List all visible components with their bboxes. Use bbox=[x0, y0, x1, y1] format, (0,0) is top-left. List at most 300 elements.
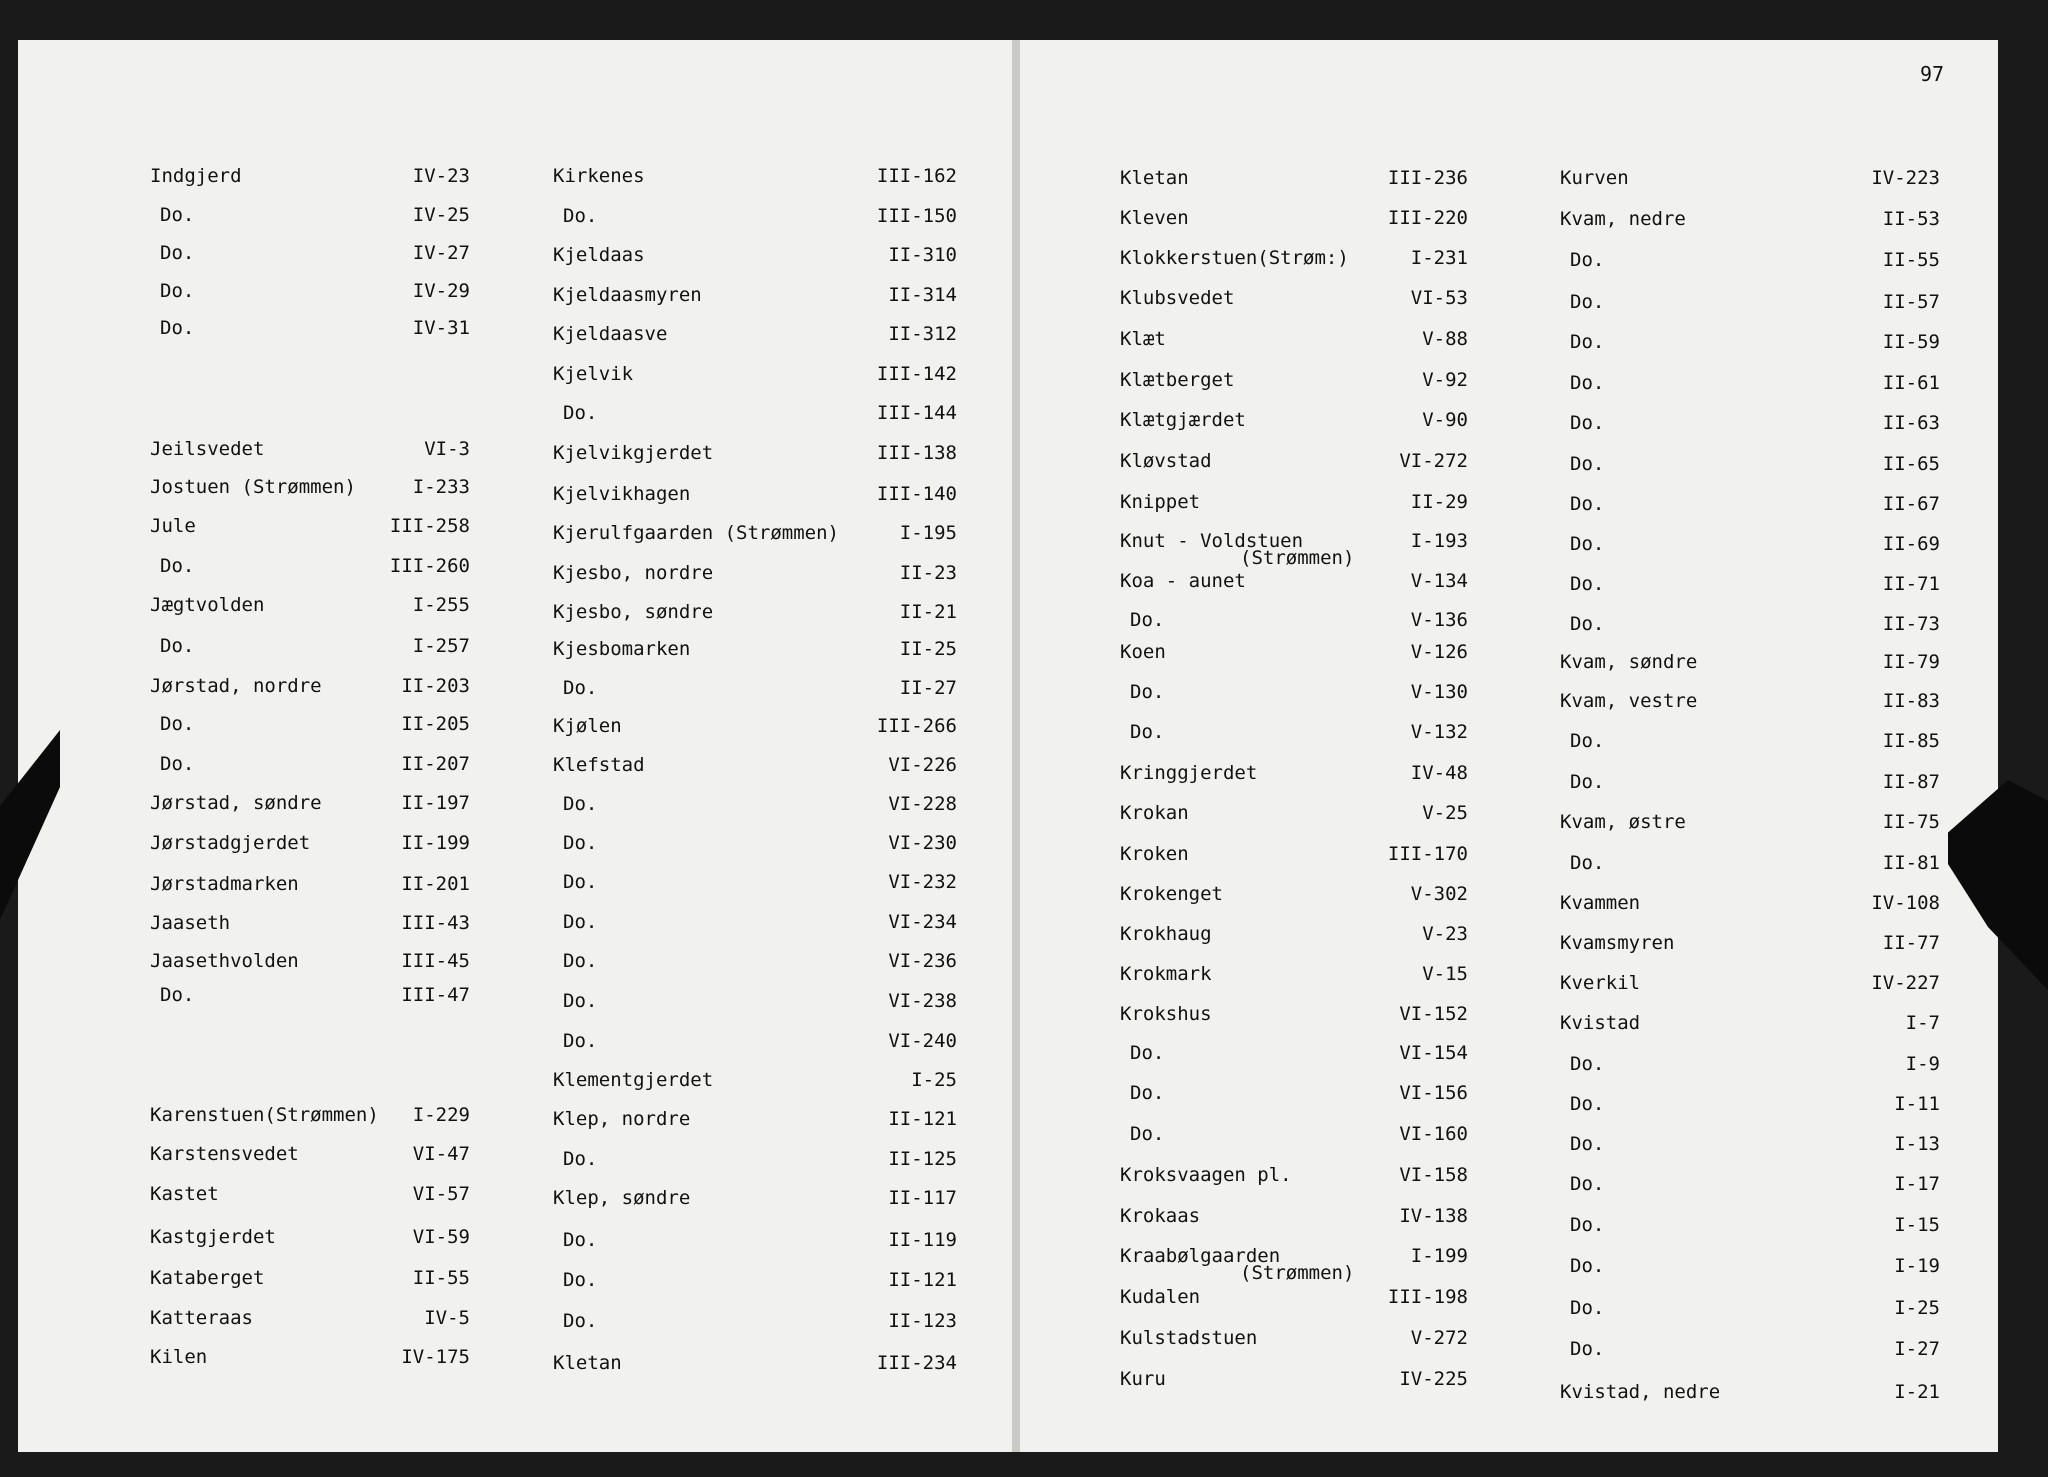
place-name: Kroken bbox=[1120, 843, 1189, 865]
place-name: Do. bbox=[563, 1148, 598, 1170]
volume-page-ref: III-266 bbox=[876, 715, 957, 737]
place-name: Do. bbox=[1570, 1133, 1605, 1155]
place-name: Kilen bbox=[150, 1346, 208, 1368]
place-name: Kletan bbox=[553, 1352, 622, 1374]
volume-page-ref: II-75 bbox=[1882, 811, 1940, 833]
place-name: Do. bbox=[563, 1269, 598, 1291]
place-name: Do. bbox=[160, 280, 195, 302]
volume-page-ref: IV-138 bbox=[1399, 1205, 1468, 1227]
index-entry bbox=[1120, 328, 1468, 358]
volume-page-ref: IV-223 bbox=[1871, 167, 1940, 189]
place-name: Do. bbox=[160, 635, 195, 657]
index-entry bbox=[1560, 811, 1940, 841]
index-entry bbox=[1120, 641, 1468, 671]
volume-page-ref: II-119 bbox=[888, 1229, 957, 1251]
page-number: 97 bbox=[1920, 62, 1945, 86]
place-name: Kjeldaasmyren bbox=[553, 284, 702, 306]
index-entry bbox=[1120, 1042, 1468, 1072]
volume-page-ref: I-231 bbox=[1410, 247, 1468, 269]
volume-page-ref: VI-232 bbox=[888, 871, 957, 893]
volume-page-ref: II-85 bbox=[1882, 730, 1940, 752]
place-name: Knippet bbox=[1120, 491, 1201, 513]
volume-page-ref: VI-158 bbox=[1399, 1164, 1468, 1186]
volume-page-ref: III-142 bbox=[876, 363, 957, 385]
place-name: Do. bbox=[1570, 331, 1605, 353]
place-name: Do. bbox=[563, 793, 598, 815]
volume-page-ref: VI-236 bbox=[888, 950, 957, 972]
index-entry bbox=[150, 1183, 470, 1213]
place-name: Karstensvedet bbox=[150, 1143, 299, 1165]
index-entry bbox=[1120, 1245, 1468, 1284]
index-entry bbox=[150, 1267, 470, 1297]
index-entry bbox=[553, 911, 957, 941]
place-name: Kvam, vestre bbox=[1560, 690, 1698, 712]
index-entry bbox=[1120, 287, 1468, 317]
volume-page-ref: IV-175 bbox=[401, 1346, 470, 1368]
volume-page-ref: II-55 bbox=[412, 1267, 470, 1289]
place-name: Jaaseth bbox=[150, 912, 231, 934]
index-entry bbox=[553, 363, 957, 393]
index-entry bbox=[150, 792, 470, 822]
volume-page-ref: V-302 bbox=[1410, 883, 1468, 905]
index-entry bbox=[1560, 493, 1940, 523]
place-name: Do. bbox=[160, 204, 195, 226]
volume-page-ref: IV-31 bbox=[412, 317, 470, 339]
index-entry bbox=[1120, 963, 1468, 993]
place-name: Kverkil bbox=[1560, 972, 1641, 994]
place-name: Indgjerd bbox=[150, 165, 242, 187]
place-name: Karenstuen(Strømmen) bbox=[150, 1104, 379, 1126]
volume-page-ref: IV-225 bbox=[1399, 1368, 1468, 1390]
place-name: Jule bbox=[150, 515, 196, 537]
place-name: Krokenget bbox=[1120, 883, 1223, 905]
volume-page-ref: II-57 bbox=[1882, 291, 1940, 313]
volume-page-ref: VI-240 bbox=[888, 1030, 957, 1052]
volume-page-ref: II-71 bbox=[1882, 573, 1940, 595]
index-entry bbox=[1560, 852, 1940, 882]
index-entry bbox=[553, 793, 957, 823]
index-entry bbox=[553, 715, 957, 745]
place-name: Do. bbox=[1570, 1214, 1605, 1236]
place-name: Klubsvedet bbox=[1120, 287, 1235, 309]
volume-page-ref: IV-5 bbox=[424, 1307, 470, 1329]
volume-page-ref: III-260 bbox=[389, 555, 470, 577]
place-name: Koen bbox=[1120, 641, 1166, 663]
place-name: Do. bbox=[160, 242, 195, 264]
index-entry bbox=[150, 1226, 470, 1256]
volume-page-ref: III-234 bbox=[876, 1352, 957, 1374]
place-subnote: (Strømmen) bbox=[1240, 547, 1355, 569]
place-name: Do. bbox=[160, 753, 195, 775]
index-entry bbox=[150, 204, 470, 234]
index-entry bbox=[1120, 167, 1468, 197]
volume-page-ref: II-123 bbox=[888, 1310, 957, 1332]
volume-page-ref: IV-108 bbox=[1871, 892, 1940, 914]
place-name: Kuru bbox=[1120, 1368, 1166, 1390]
place-name: Klep, søndre bbox=[553, 1187, 691, 1209]
index-entry bbox=[1560, 1255, 1940, 1285]
volume-page-ref: VI-156 bbox=[1399, 1082, 1468, 1104]
volume-page-ref: V-134 bbox=[1410, 570, 1468, 592]
index-entry bbox=[150, 912, 470, 942]
index-entry bbox=[553, 1148, 957, 1178]
volume-page-ref: I-199 bbox=[1410, 1245, 1468, 1267]
place-name: Do. bbox=[1130, 1042, 1165, 1064]
place-name: Kjesbomarken bbox=[553, 638, 691, 660]
index-entry bbox=[553, 990, 957, 1020]
place-name: Do. bbox=[160, 984, 195, 1006]
volume-page-ref: II-205 bbox=[401, 713, 470, 735]
volume-page-ref: III-162 bbox=[876, 165, 957, 187]
index-entry bbox=[1560, 690, 1940, 720]
place-name: Do. bbox=[1130, 609, 1165, 631]
index-entry bbox=[1120, 1003, 1468, 1033]
place-name: Krokan bbox=[1120, 802, 1189, 824]
index-entry bbox=[553, 1187, 957, 1217]
index-entry bbox=[553, 754, 957, 784]
place-name: Do. bbox=[1570, 1255, 1605, 1277]
place-name: Kvamsmyren bbox=[1560, 932, 1675, 954]
index-entry bbox=[553, 284, 957, 314]
volume-page-ref: I-25 bbox=[911, 1069, 957, 1091]
place-name: Jørstad, nordre bbox=[150, 675, 322, 697]
place-name: Do. bbox=[563, 1229, 598, 1251]
place-name: Do. bbox=[1130, 721, 1165, 743]
index-entry bbox=[1120, 1286, 1468, 1316]
index-entry bbox=[150, 242, 470, 272]
volume-page-ref: I-195 bbox=[899, 522, 957, 544]
index-entry bbox=[1120, 1123, 1468, 1153]
index-entry bbox=[150, 832, 470, 862]
volume-page-ref: III-43 bbox=[401, 912, 470, 934]
volume-page-ref: I-21 bbox=[1894, 1381, 1940, 1403]
index-entry bbox=[150, 594, 470, 624]
place-name: Jeilsvedet bbox=[150, 438, 265, 460]
volume-page-ref: II-125 bbox=[888, 1148, 957, 1170]
index-entry bbox=[1120, 369, 1468, 399]
index-entry bbox=[150, 1307, 470, 1337]
volume-page-ref: II-79 bbox=[1882, 651, 1940, 673]
volume-page-ref: II-121 bbox=[888, 1108, 957, 1130]
place-name: Klæt bbox=[1120, 328, 1166, 350]
place-name: Do. bbox=[563, 871, 598, 893]
volume-page-ref: VI-230 bbox=[888, 832, 957, 854]
place-name: Kjesbo, søndre bbox=[553, 601, 714, 623]
index-entry bbox=[1560, 1133, 1940, 1163]
index-entry bbox=[1120, 923, 1468, 953]
place-name: Kvammen bbox=[1560, 892, 1641, 914]
index-entry bbox=[150, 476, 470, 506]
index-entry bbox=[150, 635, 470, 665]
place-name: Do. bbox=[1570, 1053, 1605, 1075]
volume-page-ref: V-15 bbox=[1422, 963, 1468, 985]
volume-page-ref: II-69 bbox=[1882, 533, 1940, 555]
index-entry bbox=[150, 280, 470, 310]
volume-page-ref: II-53 bbox=[1882, 208, 1940, 230]
volume-page-ref: II-199 bbox=[401, 832, 470, 854]
place-name: Kløvstad bbox=[1120, 450, 1212, 472]
index-entry bbox=[553, 1229, 957, 1259]
place-name: Do. bbox=[1570, 372, 1605, 394]
place-name: Do. bbox=[563, 911, 598, 933]
place-name: Do. bbox=[563, 677, 598, 699]
index-entry bbox=[1560, 730, 1940, 760]
volume-page-ref: VI-59 bbox=[412, 1226, 470, 1248]
place-name: Do. bbox=[1570, 453, 1605, 475]
volume-page-ref: VI-152 bbox=[1399, 1003, 1468, 1025]
index-entry bbox=[1120, 681, 1468, 711]
volume-page-ref: III-150 bbox=[876, 205, 957, 227]
index-entry bbox=[1120, 247, 1468, 277]
index-entry bbox=[150, 713, 470, 743]
volume-page-ref: VI-226 bbox=[888, 754, 957, 776]
volume-page-ref: II-27 bbox=[899, 677, 957, 699]
place-name: Krokshus bbox=[1120, 1003, 1212, 1025]
volume-page-ref: III-236 bbox=[1387, 167, 1468, 189]
index-entry bbox=[553, 402, 957, 432]
place-name: Klep, nordre bbox=[553, 1108, 691, 1130]
index-entry bbox=[150, 984, 470, 1014]
volume-page-ref: II-61 bbox=[1882, 372, 1940, 394]
place-name: Jaasethvolden bbox=[150, 950, 299, 972]
volume-page-ref: I-19 bbox=[1894, 1255, 1940, 1277]
volume-page-ref: II-121 bbox=[888, 1269, 957, 1291]
index-entry bbox=[1560, 1012, 1940, 1042]
volume-page-ref: VI-154 bbox=[1399, 1042, 1468, 1064]
index-entry bbox=[1120, 1205, 1468, 1235]
volume-page-ref: I-229 bbox=[412, 1104, 470, 1126]
place-name: Jægtvolden bbox=[150, 594, 265, 616]
volume-page-ref: I-15 bbox=[1894, 1214, 1940, 1236]
place-name: Do. bbox=[1570, 1338, 1605, 1360]
index-entry bbox=[1560, 249, 1940, 279]
volume-page-ref: IV-23 bbox=[412, 165, 470, 187]
place-name: Do. bbox=[160, 317, 195, 339]
place-name: Do. bbox=[563, 1030, 598, 1052]
index-entry bbox=[1120, 450, 1468, 480]
volume-page-ref: I-27 bbox=[1894, 1338, 1940, 1360]
volume-page-ref: VI-272 bbox=[1399, 450, 1468, 472]
place-name: Do. bbox=[1570, 493, 1605, 515]
place-subnote: (Strømmen) bbox=[1240, 1262, 1355, 1284]
index-entry bbox=[553, 562, 957, 592]
place-name: Kjelvik bbox=[553, 363, 634, 385]
index-entry bbox=[1560, 1297, 1940, 1327]
volume-page-ref: I-9 bbox=[1905, 1053, 1940, 1075]
volume-page-ref: II-63 bbox=[1882, 412, 1940, 434]
volume-page-ref: II-87 bbox=[1882, 771, 1940, 793]
index-entry bbox=[1120, 1327, 1468, 1357]
index-entry bbox=[1560, 372, 1940, 402]
index-entry bbox=[1560, 1214, 1940, 1244]
place-name: Do. bbox=[1570, 1297, 1605, 1319]
place-name: Do. bbox=[1570, 533, 1605, 555]
index-entry bbox=[1560, 412, 1940, 442]
place-name: Kringgjerdet bbox=[1120, 762, 1258, 784]
index-entry bbox=[1560, 291, 1940, 321]
volume-page-ref: V-126 bbox=[1410, 641, 1468, 663]
index-entry bbox=[553, 244, 957, 274]
index-entry bbox=[1560, 331, 1940, 361]
volume-page-ref: II-65 bbox=[1882, 453, 1940, 475]
place-name: Do. bbox=[1570, 291, 1605, 313]
place-name: Do. bbox=[1570, 613, 1605, 635]
volume-page-ref: V-88 bbox=[1422, 328, 1468, 350]
volume-page-ref: IV-25 bbox=[412, 204, 470, 226]
index-entry bbox=[553, 832, 957, 862]
index-entry bbox=[150, 873, 470, 903]
volume-page-ref: VI-47 bbox=[412, 1143, 470, 1165]
volume-page-ref: II-67 bbox=[1882, 493, 1940, 515]
index-entry bbox=[1120, 570, 1468, 600]
index-entry bbox=[1560, 1053, 1940, 1083]
volume-page-ref: III-47 bbox=[401, 984, 470, 1006]
volume-page-ref: II-25 bbox=[899, 638, 957, 660]
volume-page-ref: II-312 bbox=[888, 323, 957, 345]
index-entry bbox=[1120, 207, 1468, 237]
index-entry bbox=[1560, 573, 1940, 603]
index-entry bbox=[150, 675, 470, 705]
place-name: Do. bbox=[563, 832, 598, 854]
volume-page-ref: I-255 bbox=[412, 594, 470, 616]
volume-page-ref: V-92 bbox=[1422, 369, 1468, 391]
index-entry bbox=[553, 1108, 957, 1138]
volume-page-ref: III-138 bbox=[876, 442, 957, 464]
place-name: Do. bbox=[563, 402, 598, 424]
place-name: Kjelvikgjerdet bbox=[553, 442, 714, 464]
index-entry bbox=[1120, 1082, 1468, 1112]
volume-page-ref: IV-227 bbox=[1871, 972, 1940, 994]
place-name: Kvistad, nedre bbox=[1560, 1381, 1721, 1403]
volume-page-ref: II-23 bbox=[899, 562, 957, 584]
index-entry bbox=[553, 165, 957, 195]
place-name: Do. bbox=[1570, 412, 1605, 434]
index-entry bbox=[1560, 167, 1940, 197]
volume-page-ref: II-55 bbox=[1882, 249, 1940, 271]
index-entry bbox=[553, 483, 957, 513]
place-name: Kudalen bbox=[1120, 1286, 1201, 1308]
volume-page-ref: I-257 bbox=[412, 635, 470, 657]
index-entry bbox=[553, 323, 957, 353]
index-entry bbox=[150, 165, 470, 195]
place-name: Kjeldaas bbox=[553, 244, 645, 266]
place-name: Do. bbox=[1570, 573, 1605, 595]
volume-page-ref: V-23 bbox=[1422, 923, 1468, 945]
index-entry bbox=[553, 1269, 957, 1299]
place-name: Do. bbox=[1570, 249, 1605, 271]
place-name: Knut - Voldstuen bbox=[1120, 530, 1304, 552]
volume-page-ref: II-59 bbox=[1882, 331, 1940, 353]
place-name: Do. bbox=[1570, 1093, 1605, 1115]
index-entry bbox=[1560, 208, 1940, 238]
place-name: Do. bbox=[563, 1310, 598, 1332]
index-entry bbox=[150, 950, 470, 980]
volume-page-ref: IV-48 bbox=[1410, 762, 1468, 784]
index-entry bbox=[1120, 802, 1468, 832]
index-entry bbox=[553, 1069, 957, 1099]
volume-page-ref: IV-29 bbox=[412, 280, 470, 302]
index-entry bbox=[1120, 762, 1468, 792]
index-entry bbox=[553, 1352, 957, 1382]
volume-page-ref: I-233 bbox=[412, 476, 470, 498]
volume-page-ref: II-197 bbox=[401, 792, 470, 814]
place-name: Do. bbox=[563, 990, 598, 1012]
index-entry bbox=[150, 753, 470, 783]
index-entry bbox=[150, 555, 470, 585]
index-entry bbox=[553, 205, 957, 235]
place-name: Katteraas bbox=[150, 1307, 253, 1329]
index-entry bbox=[1560, 533, 1940, 563]
place-name: Kvam, nedre bbox=[1560, 208, 1686, 230]
index-entry bbox=[553, 1030, 957, 1060]
volume-page-ref: V-90 bbox=[1422, 409, 1468, 431]
volume-page-ref: II-314 bbox=[888, 284, 957, 306]
place-name: Krokaas bbox=[1120, 1205, 1201, 1227]
place-name: Do. bbox=[160, 713, 195, 735]
index-entry bbox=[1120, 1368, 1468, 1398]
volume-page-ref: II-207 bbox=[401, 753, 470, 775]
place-name: Kjeldaasve bbox=[553, 323, 668, 345]
volume-page-ref: VI-160 bbox=[1399, 1123, 1468, 1145]
volume-page-ref: II-201 bbox=[401, 873, 470, 895]
index-entry bbox=[553, 950, 957, 980]
index-entry bbox=[1560, 613, 1940, 643]
volume-page-ref: II-117 bbox=[888, 1187, 957, 1209]
volume-page-ref: II-73 bbox=[1882, 613, 1940, 635]
volume-page-ref: VI-57 bbox=[412, 1183, 470, 1205]
place-name: Jørstadgjerdet bbox=[150, 832, 311, 854]
place-name: Krokhaug bbox=[1120, 923, 1212, 945]
index-entry bbox=[1560, 1338, 1940, 1368]
index-entry bbox=[1560, 1093, 1940, 1123]
place-name: Do. bbox=[1570, 730, 1605, 752]
index-entry bbox=[1120, 491, 1468, 521]
place-name: Klementgjerdet bbox=[553, 1069, 714, 1091]
place-name: Koa - aunet bbox=[1120, 570, 1246, 592]
place-name: Do. bbox=[1570, 771, 1605, 793]
index-entry bbox=[1120, 843, 1468, 873]
place-name: Kjølen bbox=[553, 715, 622, 737]
place-name: Kraabølgaarden bbox=[1120, 1245, 1281, 1267]
place-name: Jørstadmarken bbox=[150, 873, 299, 895]
place-name: Do. bbox=[1570, 852, 1605, 874]
volume-page-ref: II-21 bbox=[899, 601, 957, 623]
place-name: Klokkerstuen(Strøm:) bbox=[1120, 247, 1349, 269]
index-entry bbox=[1120, 721, 1468, 751]
volume-page-ref: VI-3 bbox=[424, 438, 470, 460]
index-entry bbox=[1120, 409, 1468, 439]
place-name: Jørstad, søndre bbox=[150, 792, 322, 814]
volume-page-ref: III-140 bbox=[876, 483, 957, 505]
index-entry bbox=[1560, 453, 1940, 483]
place-name: Kulstadstuen bbox=[1120, 1327, 1258, 1349]
index-entry bbox=[1120, 609, 1468, 639]
place-name: Klætgjærdet bbox=[1120, 409, 1246, 431]
volume-page-ref: I-7 bbox=[1905, 1012, 1940, 1034]
volume-page-ref: III-198 bbox=[1387, 1286, 1468, 1308]
place-name: Kastet bbox=[150, 1183, 219, 1205]
place-name: Do. bbox=[1130, 1082, 1165, 1104]
index-entry bbox=[1560, 932, 1940, 962]
volume-page-ref: II-81 bbox=[1882, 852, 1940, 874]
index-entry bbox=[553, 601, 957, 631]
index-entry bbox=[150, 1143, 470, 1173]
volume-page-ref: V-130 bbox=[1410, 681, 1468, 703]
volume-page-ref: III-45 bbox=[401, 950, 470, 972]
place-name: Kletan bbox=[1120, 167, 1189, 189]
place-name: Klefstad bbox=[553, 754, 645, 776]
index-entry bbox=[553, 638, 957, 668]
